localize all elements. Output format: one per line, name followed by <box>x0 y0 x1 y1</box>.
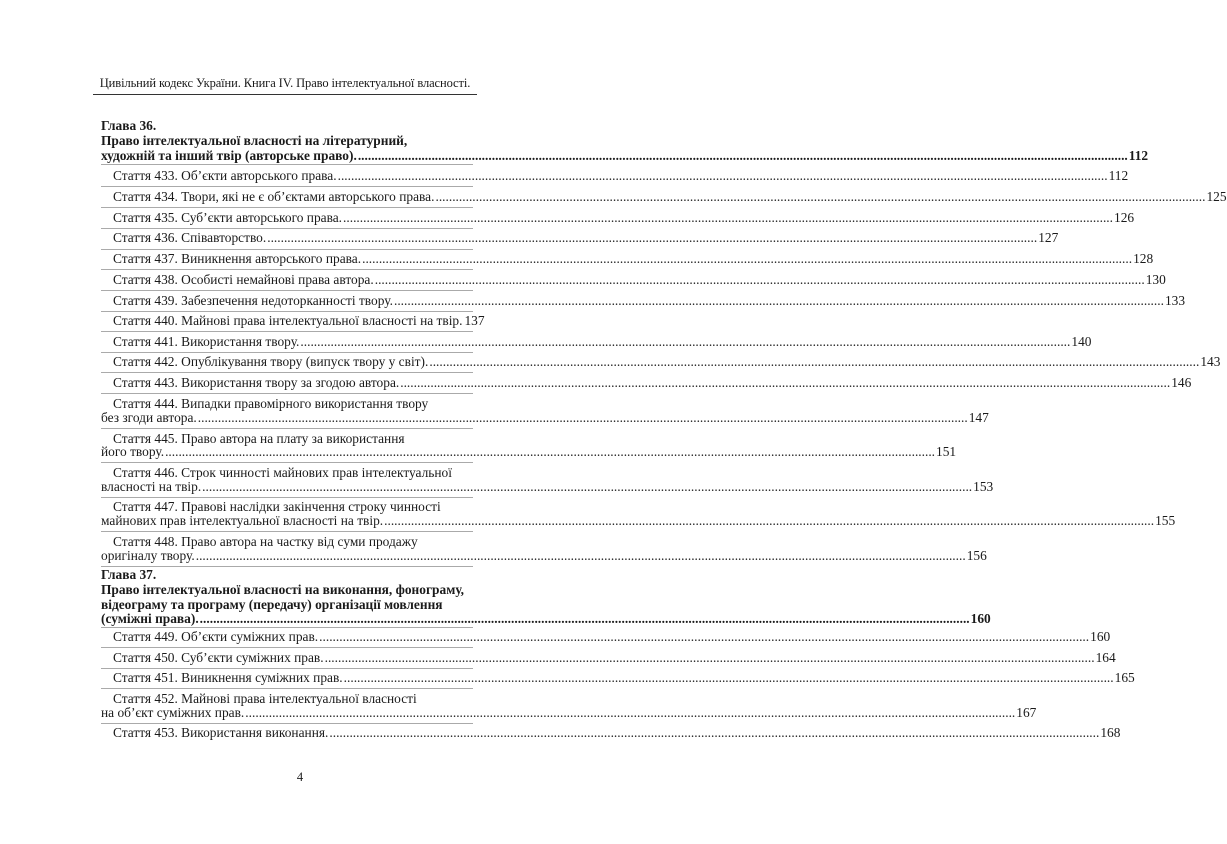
chapter-37-page: 160 <box>970 611 991 626</box>
entry-separator <box>101 647 473 648</box>
dot-leader <box>266 229 1037 246</box>
table-of-contents <box>101 0 1227 844</box>
entry-separator <box>101 290 473 291</box>
entry-separator <box>101 531 473 532</box>
dot-leader <box>244 704 1015 721</box>
dot-leader <box>342 209 1113 226</box>
article-448-line1: Стаття 448. Право автора на частку від суми продажу <box>113 534 418 549</box>
article-page: 143 <box>1200 354 1221 369</box>
toc-entry-article-447[interactable] <box>101 512 1176 529</box>
article-page: 147 <box>968 410 989 425</box>
entry-separator <box>101 688 473 689</box>
article-title-continued: його твору. <box>101 444 165 459</box>
chapter-36-page: 112 <box>1128 148 1149 163</box>
dot-leader <box>164 443 935 460</box>
article-title: Стаття 435. Суб’єкти авторського права. <box>113 210 343 225</box>
entry-separator <box>101 207 473 208</box>
article-page: 153 <box>973 479 994 494</box>
article-title-continued: оригіналу твору. <box>101 548 195 563</box>
article-title: Стаття 450. Суб’єкти суміжних прав. <box>113 650 324 665</box>
entry-separator <box>101 462 473 463</box>
article-title: Стаття 433. Об’єкти авторського права. <box>113 168 337 183</box>
toc-entry-article-443[interactable] <box>113 374 1192 391</box>
article-title: Стаття 451. Виникнення суміжних прав. <box>113 670 343 685</box>
article-title: Стаття 443. Використання твору за згодою автора. <box>113 375 400 390</box>
toc-entry-article-445[interactable] <box>101 443 957 460</box>
toc-entry-article-437[interactable] <box>113 250 1154 267</box>
dot-leader <box>393 292 1164 309</box>
article-title-continued: майнових прав інтелектуальної власності на твір. <box>101 513 384 528</box>
chapter-37-title-line1: Право інтелектуальної власності на виконання, фонограму, <box>101 582 465 597</box>
article-446-line1: Стаття 446. Строк чинності майнових прав інтелектуальної <box>113 465 452 480</box>
article-page: 140 <box>1071 334 1092 349</box>
dot-leader <box>318 628 1089 645</box>
article-page: 151 <box>936 444 957 459</box>
article-title-continued: без згоди автора. <box>101 410 197 425</box>
chapter-37-label: Глава 37. <box>101 567 157 582</box>
toc-entry-article-438[interactable] <box>113 271 1166 288</box>
article-title: Стаття 438. Особисті немайнові права автора. <box>113 272 374 287</box>
article-title-continued: власності на твір. <box>101 479 202 494</box>
entry-separator <box>101 393 473 394</box>
article-page: 156 <box>966 548 987 563</box>
chapter-37-title-line3: (суміжні права). <box>101 611 199 626</box>
toc-entry-article-453[interactable] <box>113 724 1121 741</box>
article-page: 168 <box>1100 725 1121 740</box>
toc-entry-article-450[interactable] <box>113 649 1116 666</box>
chapter-36-title-line2: художній та інший твір (авторське право). <box>101 148 357 163</box>
article-page: 164 <box>1095 650 1116 665</box>
dot-leader <box>374 271 1145 288</box>
toc-entry-article-435[interactable] <box>113 209 1135 226</box>
toc-entry-article-436[interactable] <box>113 229 1059 246</box>
toc-entry-article-441[interactable] <box>113 333 1092 350</box>
article-445-line1: Стаття 445. Право автора на плату за використання <box>113 431 405 446</box>
toc-entry-article-446[interactable] <box>101 478 994 495</box>
article-447-line1: Стаття 447. Правові наслідки закінчення строку чинності <box>113 499 441 514</box>
article-title: Стаття 440. Майнові права інтелектуальної власності на твір. <box>113 313 463 328</box>
page-number: 4 <box>296 770 304 784</box>
article-title-continued: на об’єкт суміжних прав. <box>101 705 245 720</box>
dot-leader <box>201 478 972 495</box>
article-page: 160 <box>1090 629 1111 644</box>
article-page: 130 <box>1145 272 1166 287</box>
entry-separator <box>101 164 473 165</box>
toc-entry-chapter-37[interactable] <box>101 610 991 627</box>
entry-separator <box>101 428 473 429</box>
entry-separator <box>101 186 473 187</box>
article-page: 155 <box>1155 513 1176 528</box>
dot-leader <box>399 374 1170 391</box>
article-title: Стаття 439. Забезпечення недоторканності твору. <box>113 293 393 308</box>
toc-entry-article-444[interactable] <box>101 409 989 426</box>
dot-leader <box>324 649 1095 666</box>
article-title: Стаття 437. Виникнення авторського права. <box>113 251 362 266</box>
dot-leader <box>337 167 1108 184</box>
article-page: 165 <box>1114 670 1135 685</box>
article-page: 167 <box>1016 705 1037 720</box>
toc-entry-article-451[interactable] <box>113 669 1135 686</box>
dot-leader <box>197 409 968 426</box>
article-title: Стаття 436. Співавторство. <box>113 230 267 245</box>
article-page: 125 <box>1206 189 1227 204</box>
article-page: 137 <box>464 313 485 328</box>
chapter-36-label: Глава 36. <box>101 118 157 133</box>
dot-leader <box>299 333 1070 350</box>
article-page: 146 <box>1171 375 1192 390</box>
dot-leader <box>328 724 1099 741</box>
article-page: 128 <box>1133 251 1154 266</box>
article-title: Стаття 434. Твори, які не є об’єктами авторського права. <box>113 189 435 204</box>
running-header: Цивільний кодекс України. Книга IV. Право інтелектуальної власності. <box>99 76 471 90</box>
article-452-line1: Стаття 452. Майнові права інтелектуальної власності <box>113 691 417 706</box>
toc-entry-article-442[interactable] <box>113 353 1221 370</box>
dot-leader <box>434 188 1205 205</box>
article-444-line1: Стаття 444. Випадки правомірного використання твору <box>113 396 429 411</box>
entry-separator <box>101 331 473 332</box>
toc-entry-article-433[interactable] <box>113 167 1129 184</box>
article-title: Стаття 442. Опублікування твору (випуск твору у світ). <box>113 354 429 369</box>
article-title: Стаття 441. Використання твору. <box>113 334 300 349</box>
dot-leader <box>383 512 1154 529</box>
dot-leader <box>199 610 970 627</box>
toc-entry-article-448[interactable] <box>101 547 987 564</box>
dot-leader <box>357 147 1128 164</box>
toc-entry-article-434[interactable] <box>113 188 1227 205</box>
entry-separator <box>101 372 473 373</box>
chapter-37-title-line2: відеограму та програму (передачу) організації мовлення <box>101 597 443 612</box>
toc-entry-chapter-36[interactable] <box>101 147 1149 164</box>
dot-leader <box>343 669 1114 686</box>
article-title: Стаття 453. Використання виконання. <box>113 725 329 740</box>
article-page: 126 <box>1114 210 1135 225</box>
toc-entry-article-439[interactable] <box>113 292 1186 309</box>
toc-entry-article-449[interactable] <box>113 628 1111 645</box>
article-page: 133 <box>1164 293 1186 308</box>
chapter-36-title-line1: Право інтелектуальної власності на літературний, <box>101 133 408 148</box>
entry-separator <box>101 269 473 270</box>
dot-leader <box>195 547 966 564</box>
toc-entry-article-452[interactable] <box>101 704 1037 721</box>
dot-leader <box>361 250 1132 267</box>
article-title: Стаття 449. Об’єкти суміжних прав. <box>113 629 319 644</box>
dot-leader <box>428 353 1199 370</box>
article-page: 127 <box>1038 230 1059 245</box>
toc-entry-article-440[interactable] <box>113 312 485 329</box>
article-page: 112 <box>1108 168 1129 183</box>
